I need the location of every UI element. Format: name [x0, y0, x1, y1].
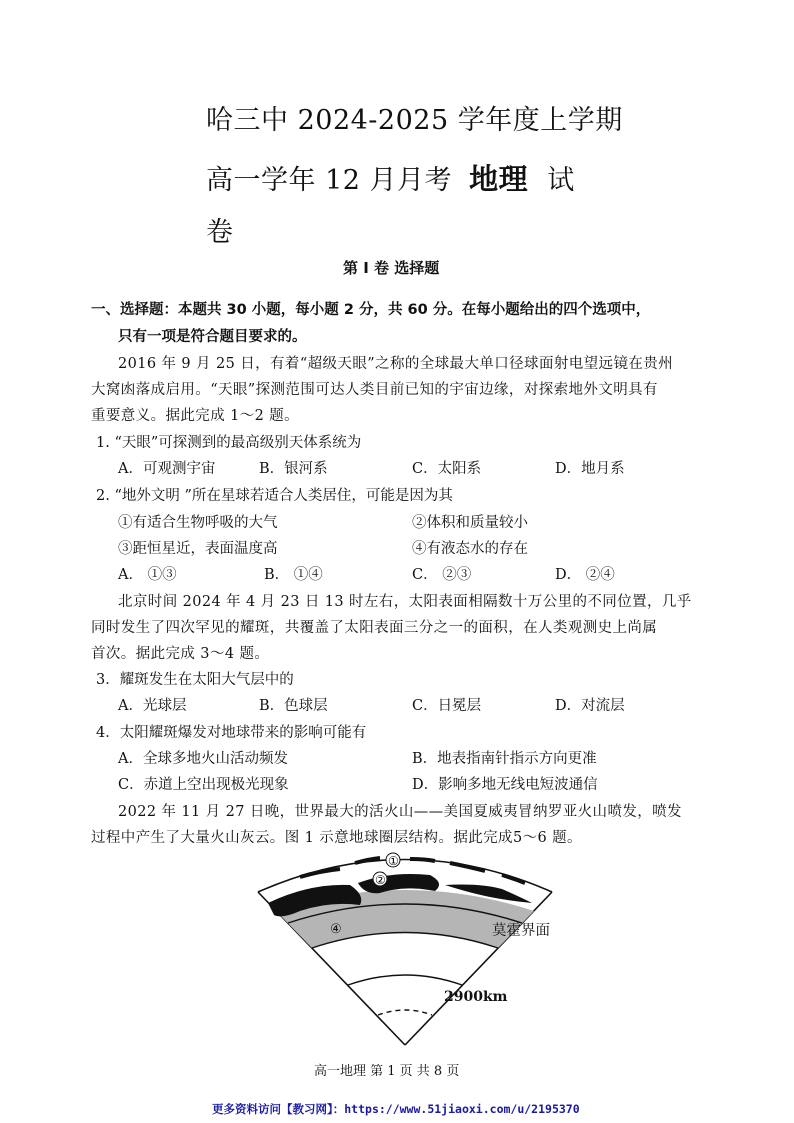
passage3-line2: 过程中产生了大量火山灰云。图 1 示意地球圈层结构。据此完成5～6 题。	[91, 830, 582, 846]
q4-option-c: C．赤道上空出现极光现象	[118, 777, 289, 793]
exam-title-shi: 试	[547, 165, 575, 196]
inner-dashed-arc	[378, 1010, 432, 1015]
core-boundary-arc	[348, 975, 462, 985]
q1-option-d: D．地月系	[555, 461, 625, 477]
layer-label-3: ③	[337, 889, 349, 904]
layer-label-1: ①	[388, 854, 399, 868]
earth-layers-diagram	[240, 845, 570, 1055]
q3-option-b: B．色球层	[259, 698, 328, 714]
q2-statement-2: ②体积和质量较小	[412, 515, 528, 531]
passage1-line2: 大窝凼落成启用。“天眼”探测范围可达人类目前已知的宇宙边缘，对探索地外文明具有	[91, 382, 658, 398]
page-footer: 高一地理 第 1 页 共 8 页	[314, 1064, 460, 1079]
atmosphere-dash-1	[300, 869, 340, 877]
exam-subject: 地理	[469, 162, 529, 196]
passage2-line1: 北京时间 2024 年 4 月 23 日 13 时左右，太阳表面相隔数十万公里的不同位置，几乎	[118, 594, 692, 610]
question-3-stem: 3．耀斑发生在太阳大气层中的	[96, 672, 294, 688]
q3-option-c: C．日冕层	[412, 698, 482, 714]
passage1-line3: 重要意义。据此完成 1～2 题。	[91, 408, 300, 424]
exam-title-grade: 高一学年 12 月月考	[206, 165, 453, 196]
q1-option-b: B．银河系	[259, 461, 328, 477]
q4-option-d: D．影响多地无线电短波通信	[412, 777, 598, 793]
resource-link[interactable]: 更多资料访问【教习网】：https://www.51jiaoxi.com/u/2195370	[212, 1102, 580, 1116]
section-title: 第 I 卷 选择题	[343, 259, 440, 277]
depth-label: 2900km	[444, 989, 508, 1005]
exam-title-line1: 哈三中 2024-2025 学年度上学期	[206, 105, 623, 136]
q1-option-c: C．太阳系	[412, 461, 482, 477]
q4-option-a: A．全球多地火山活动频发	[118, 751, 288, 767]
q2-option-b: B． ①④	[264, 567, 323, 583]
atmosphere-dash-4	[450, 863, 485, 871]
q2-statement-1: ①有适合生物呼吸的大气	[118, 515, 278, 531]
q2-statement-4: ④有液态水的存在	[412, 541, 528, 557]
passage1-line1: 2016 年 9 月 25 日，有着“超级天眼”之称的全球最大单口径球面射电望远镜在贵州	[118, 356, 674, 372]
atmosphere-dash-3	[410, 859, 435, 861]
q4-option-b: B．地表指南针指示方向更准	[412, 751, 597, 767]
q3-option-d: D．对流层	[555, 698, 625, 714]
passage2-line3: 首次。据此完成 3～4 题。	[91, 646, 270, 662]
q2-option-d: D． ②④	[555, 567, 615, 583]
moho-label: 莫霍界面	[492, 923, 550, 939]
question-1-stem: 1. “天眼”可探测到的最高级别天体系统为	[96, 435, 362, 451]
q2-option-c: C． ②③	[412, 567, 472, 583]
q1-option-a: A．可观测宇宙	[118, 461, 216, 477]
question-2-stem: 2. “地外文明 ”所在星球若适合人类居住，可能是因为其	[96, 488, 453, 504]
exam-title-line2	[206, 157, 575, 198]
exam-title-line3: 卷	[206, 217, 234, 248]
passage2-line2: 同时发生了四次罕见的耀斑，共覆盖了太阳表面三分之一的面积，在人类观测史上尚属	[91, 620, 658, 636]
q3-option-a: A．光球层	[118, 698, 187, 714]
layer-label-4: ④	[330, 922, 342, 937]
instructions-line2: 只有一项是符合题目要求的。	[118, 329, 307, 345]
q2-statement-3: ③距恒星近，表面温度高	[118, 541, 278, 557]
q2-option-a: A． ①③	[118, 567, 177, 583]
instructions-line1: 一、选择题：本题共 30 小题，每小题 2 分，共 60 分。在每小题给出的四个选项中，	[91, 302, 651, 318]
question-4-stem: 4．太阳耀斑爆发对地球带来的影响可能有	[96, 725, 367, 741]
atmosphere-dash-5	[502, 875, 525, 883]
passage3-line1: 2022 年 11 月 27 日晚，世界最大的活火山——美国夏威夷冒纳罗亚火山喷发，喷发	[118, 804, 682, 820]
layer-label-2: ②	[375, 873, 386, 887]
